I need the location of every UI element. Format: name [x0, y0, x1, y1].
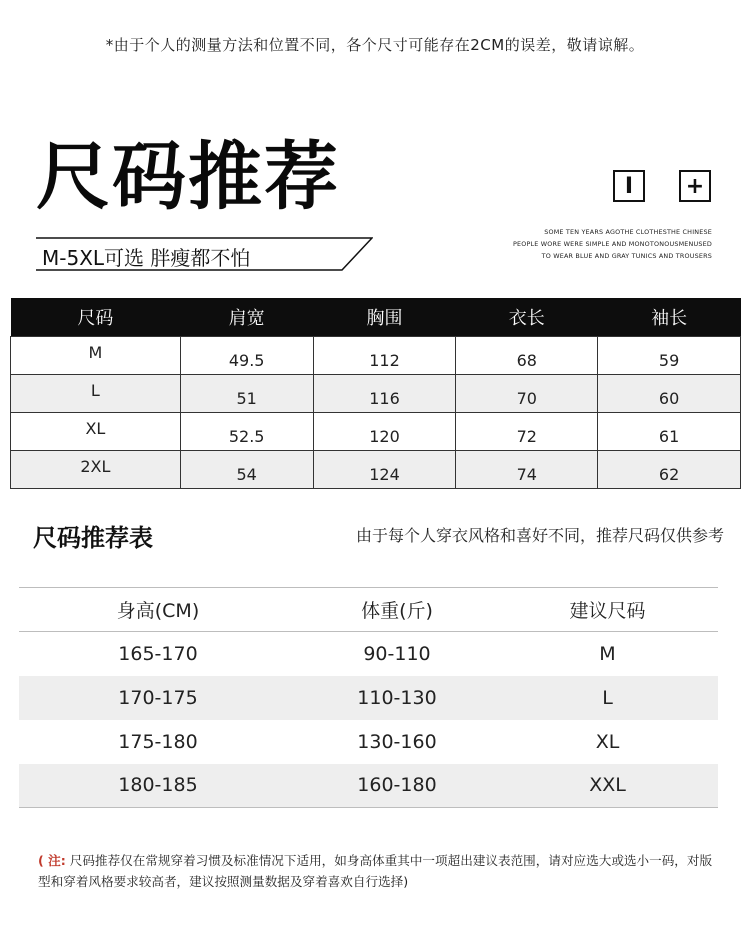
footnote-text: 尺码推荐仅在常规穿着习惯及标准情况下适用，如身高体重其中一项超出建议表范围，请对应选大或选小一码，对版型和穿着风格要求较高者，建议按照测量数据及穿着喜欢自行选择) [38, 853, 713, 889]
sleeve-cell: 60 [598, 374, 741, 412]
english-line: TO WEAR BLUE AND GRAY TUNICS AND TROUSERS [541, 252, 712, 260]
height-cell: 165-170 [118, 642, 198, 665]
header-sleeve: 袖长 [598, 298, 741, 336]
shoulder-cell: 49.5 [180, 336, 313, 374]
header-length: 衣长 [456, 298, 598, 336]
header-size: 尺码 [11, 298, 181, 336]
length-cell: 74 [456, 450, 598, 488]
weight-cell: 130-160 [357, 730, 437, 753]
header-shoulder: 肩宽 [180, 298, 313, 336]
table-row [19, 764, 718, 808]
length-cell: 70 [456, 374, 598, 412]
header-chest: 胸围 [313, 298, 456, 336]
size-range-banner [36, 237, 373, 271]
plus-box-icon: + [679, 170, 711, 202]
chest-cell: 112 [313, 336, 456, 374]
header-height: 身高(CM) [19, 588, 297, 632]
size-measurement-table [10, 298, 741, 489]
size-range-text: M-5XL可选 胖瘦都不怕 [42, 246, 251, 270]
weight-cell: 90-110 [363, 642, 431, 665]
shoulder-cell: 54 [180, 450, 313, 488]
size-cell: M [11, 336, 181, 374]
table-row [19, 632, 718, 676]
table-row [11, 336, 741, 374]
suggested-size-cell: L [497, 676, 718, 720]
chest-cell: 120 [313, 412, 456, 450]
size-cell: XL [11, 412, 181, 450]
measurement-disclaimer: *由于个人的测量方法和位置不同，各个尺寸可能存在2CM的误差，敬请谅解。 [105, 36, 645, 54]
header-suggested-size: 建议尺码 [497, 588, 718, 632]
table-row [11, 412, 741, 450]
table-row [11, 450, 741, 488]
size-recommend-table [19, 587, 718, 808]
height-cell: 180-185 [19, 764, 297, 808]
length-cell: 68 [456, 336, 598, 374]
shoulder-cell: 51 [180, 374, 313, 412]
recommend-table-subtitle: 由于每个人穿衣风格和喜好不同，推荐尺码仅供参考 [355, 526, 724, 545]
page-title: 尺码推荐 [36, 134, 340, 220]
table-header-row [11, 298, 741, 336]
table-row [11, 374, 741, 412]
suggested-size-cell: M [599, 642, 616, 665]
table-header-row [19, 588, 718, 632]
chest-cell: 124 [313, 450, 456, 488]
height-cell: 170-175 [19, 676, 297, 720]
weight-cell: 160-180 [297, 764, 497, 808]
decorative-english-text [512, 226, 712, 262]
table-row [19, 720, 718, 764]
header-weight: 体重(斤) [297, 588, 497, 632]
sleeve-cell: 59 [598, 336, 741, 374]
english-line: SOME TEN YEARS AGOTHE CLOTHESTHE CHINESE [544, 228, 712, 236]
shoulder-cell: 52.5 [180, 412, 313, 450]
footnote-label: ( 注: [38, 853, 66, 868]
sleeve-cell: 61 [598, 412, 741, 450]
chest-cell: 116 [313, 374, 456, 412]
english-line: PEOPLE WORE WERE SIMPLE AND MONOTONOUSMENUSED [512, 240, 712, 248]
suggested-size-cell: XXL [497, 764, 718, 808]
length-cell: 72 [456, 412, 598, 450]
weight-cell: 110-130 [297, 676, 497, 720]
size-cell: 2XL [11, 450, 181, 488]
table-row [19, 676, 718, 720]
size-cell: L [11, 374, 181, 412]
minus-box-icon: I [613, 170, 645, 202]
sleeve-cell: 62 [598, 450, 741, 488]
height-cell: 175-180 [118, 730, 198, 753]
usage-footnote [38, 850, 718, 892]
recommend-table-title: 尺码推荐表 [33, 524, 153, 552]
suggested-size-cell: XL [595, 730, 620, 753]
